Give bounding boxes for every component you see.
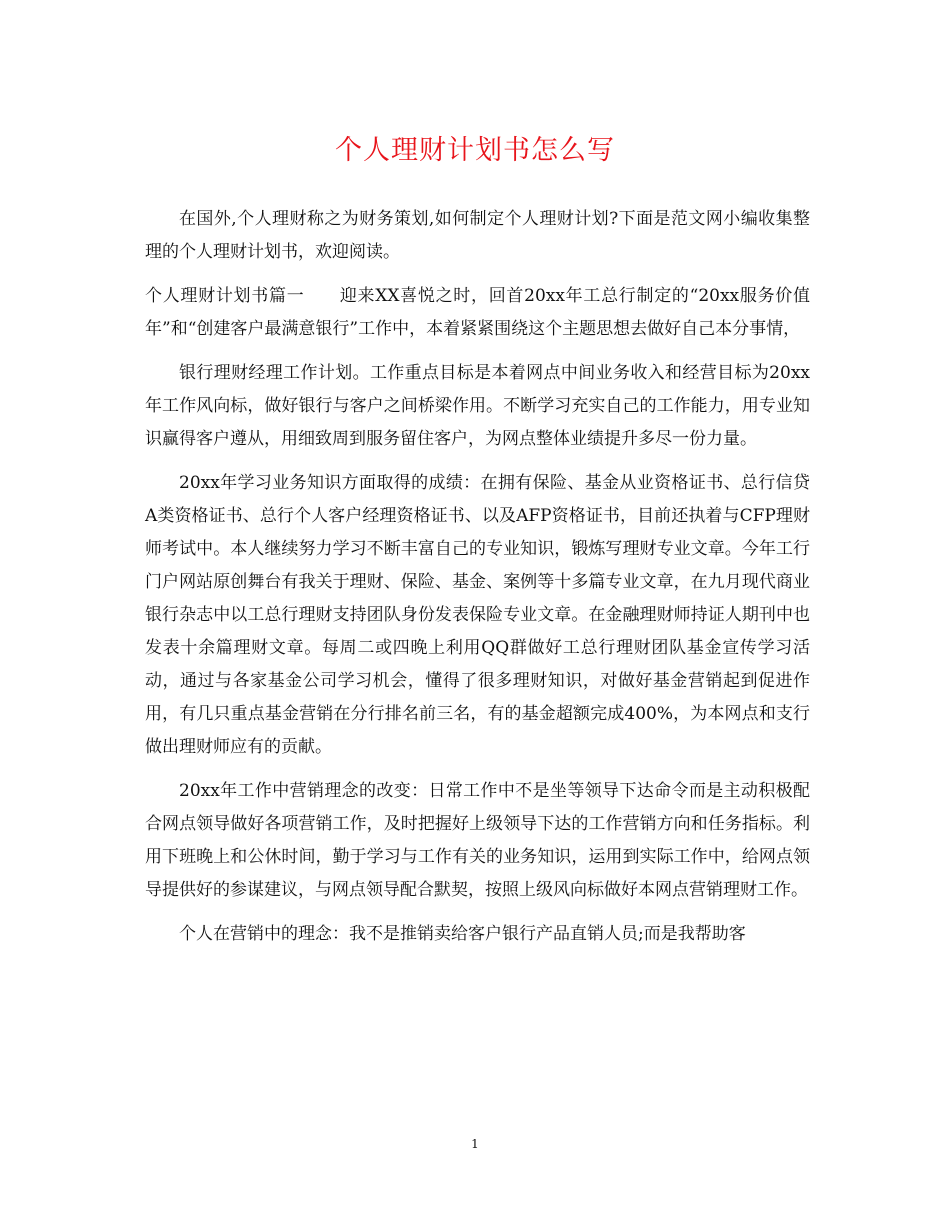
paragraph-plan-one: 个人理财计划书篇一 迎来XX喜悦之时，回首20xx年工总行制定的“20xx服务价值年”和“创建客户最满意银行”工作中，本着紧紧围绕这个主题思想去做好自己本分事情，	[145, 286, 810, 339]
paragraph-achievements: 20xx年学习业务知识方面取得的成绩：在拥有保险、基金从业资格证书、总行信贷A类资格证书、总行个人客户经理资格证书、以及AFP资格证书，目前还执着与CFP理财师考试中。本人继续努力学习不断丰富自己的专业知识，锻炼写理财专业文章。今年工行门户网站原创舞台有我关于理财、保险、基金、案例等十多篇专业文章，在九月现代商业银行杂志中以工总行理财支持团队身份发表保险专业文章。在金融理财师持证人期刊中也发表十余篇理财文章。每周二或四晚上利用QQ群做好工总行理财团队基金宣传学习活动，通过与各家基金公司学习机会，懂得了很多理财知识，对做好基金营销起到促进作用，有几只重点基金营销在分行排名前三名，有的基金超额完成400%，为本网点和支行做出理财师应有的贡献。	[145, 473, 810, 757]
paragraph-marketing-philosophy: 个人在营销中的理念：我不是推销卖给客户银行产品直销人员;而是我帮助客	[179, 924, 746, 944]
paragraph-intro: 在国外,个人理财称之为财务策划,如何制定个人理财计划?下面是范文网小编收集整理的个人理财计划书，欢迎阅读。	[145, 209, 810, 262]
document-title: 个人理财计划书怎么写	[335, 135, 615, 166]
document-body	[145, 203, 810, 962]
paragraph-marketing-change: 20xx年工作中营销理念的改变：日常工作中不是坐等领导下达命令而是主动积极配合网点领导做好各项营销工作，及时把握好上级领导下达的工作营销方向和任务指标。利用下班晚上和公休时间，勤于学习与工作有关的业务知识，运用到实际工作中，给网点领导提供好的参谋建议，与网点领导配合默契，按照上级风向标做好本网点营销理财工作。	[145, 781, 810, 900]
page-number: 1	[471, 1137, 479, 1151]
paragraph-work-plan: 银行理财经理工作计划。工作重点目标是本着网点中间业务收入和经营目标为20xx年工作风向标，做好银行与客户之间桥梁作用。不断学习充实自己的工作能力，用专业知识赢得客户遵从，用细致周到服务留住客户，为网点整体业绩提升多尽一份力量。	[145, 363, 810, 449]
